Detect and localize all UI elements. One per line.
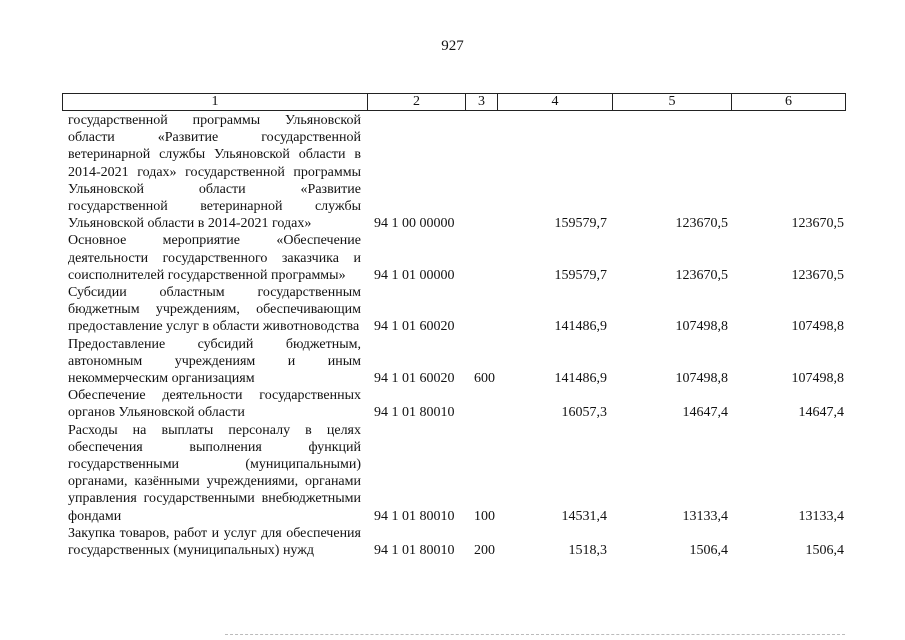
row-value-col4: 159579,7	[554, 267, 607, 283]
row-description: государственной программы Ульяновской области «Развитие государственной ветеринарной службы Ульяновской области в 2014-2021 годах» государственной программы Ульяновской области «Развитие государственной ветеринарной службы Ульяновской области в 2014-2021 годах»	[68, 113, 361, 232]
row-value-col5: 14647,4	[682, 405, 728, 421]
row-description: Субсидии областным государственным бюджетным учреждениям, обеспечивающим предоставление услуг в области животноводства	[68, 285, 361, 335]
row-value-col5: 123670,5	[675, 267, 728, 283]
row-value-col6: 107498,8	[791, 371, 844, 387]
row-description: Обеспечение деятельности государственных органов Ульяновской области	[68, 388, 361, 421]
row-value-col6: 1506,4	[805, 543, 844, 559]
table-row	[68, 525, 848, 559]
row-code: 94 1 01 80010	[374, 405, 455, 421]
row-description: Расходы на выплаты персоналу в целях обеспечения выполнения функций государственными (муниципальными) органами, казёнными учреждениями, органами управления государственными внебюджетными фондами	[68, 422, 361, 524]
row-value-col4: 16057,3	[561, 405, 607, 421]
row-value-col6: 107498,8	[791, 319, 844, 335]
page-bottom-divider	[225, 634, 845, 635]
row-expense-type: 100	[474, 508, 495, 524]
table-row	[68, 422, 848, 525]
header-col-6: 6	[785, 94, 792, 109]
budget-table-body	[68, 112, 848, 559]
header-col-4: 4	[498, 94, 613, 110]
row-value-col6: 123670,5	[791, 216, 844, 232]
row-expense-type: 600	[474, 371, 495, 387]
row-value-col6: 123670,5	[791, 267, 844, 283]
row-value-col5: 1506,4	[689, 543, 728, 559]
row-code: 94 1 01 80010	[374, 508, 455, 524]
row-value-col4: 141486,9	[554, 319, 607, 335]
table-row	[68, 112, 848, 232]
row-value-col5: 13133,4	[682, 508, 728, 524]
table-row	[68, 336, 848, 388]
row-value-col5: 107498,8	[675, 319, 728, 335]
row-value-col4: 141486,9	[554, 371, 607, 387]
row-code: 94 1 00 00000	[374, 216, 455, 232]
row-value-col5: 107498,8	[675, 371, 728, 387]
header-col-2: 2	[368, 94, 466, 110]
header-col-1: 1	[63, 94, 368, 110]
row-description: Основное мероприятие «Обеспечение деятельности государственного заказчика и соисполнителей государственной программы»	[68, 233, 361, 283]
table-header	[62, 93, 846, 111]
table-row	[68, 232, 848, 284]
row-expense-type: 200	[474, 543, 495, 559]
row-code: 94 1 01 60020	[374, 319, 455, 335]
row-code: 94 1 01 00000	[374, 267, 455, 283]
table-row	[68, 387, 848, 421]
page-number: 927	[441, 38, 464, 54]
table-row	[68, 284, 848, 336]
row-value-col6: 13133,4	[798, 508, 844, 524]
header-col-5: 5	[613, 94, 732, 110]
header-col-3: 3	[466, 94, 498, 110]
row-description: Закупка товаров, работ и услуг для обеспечения государственных (муниципальных) нужд	[68, 525, 361, 559]
row-value-col4: 14531,4	[561, 508, 607, 524]
row-value-col4: 159579,7	[554, 216, 607, 232]
row-code: 94 1 01 80010	[374, 543, 455, 559]
row-code: 94 1 01 60020	[374, 371, 455, 387]
row-value-col4: 1518,3	[568, 543, 607, 559]
row-value-col6: 14647,4	[798, 405, 844, 421]
row-description: Предоставление субсидий бюджетным, автономным учреждениям и иным некоммерческим организациям	[68, 336, 361, 387]
row-value-col5: 123670,5	[675, 216, 728, 232]
